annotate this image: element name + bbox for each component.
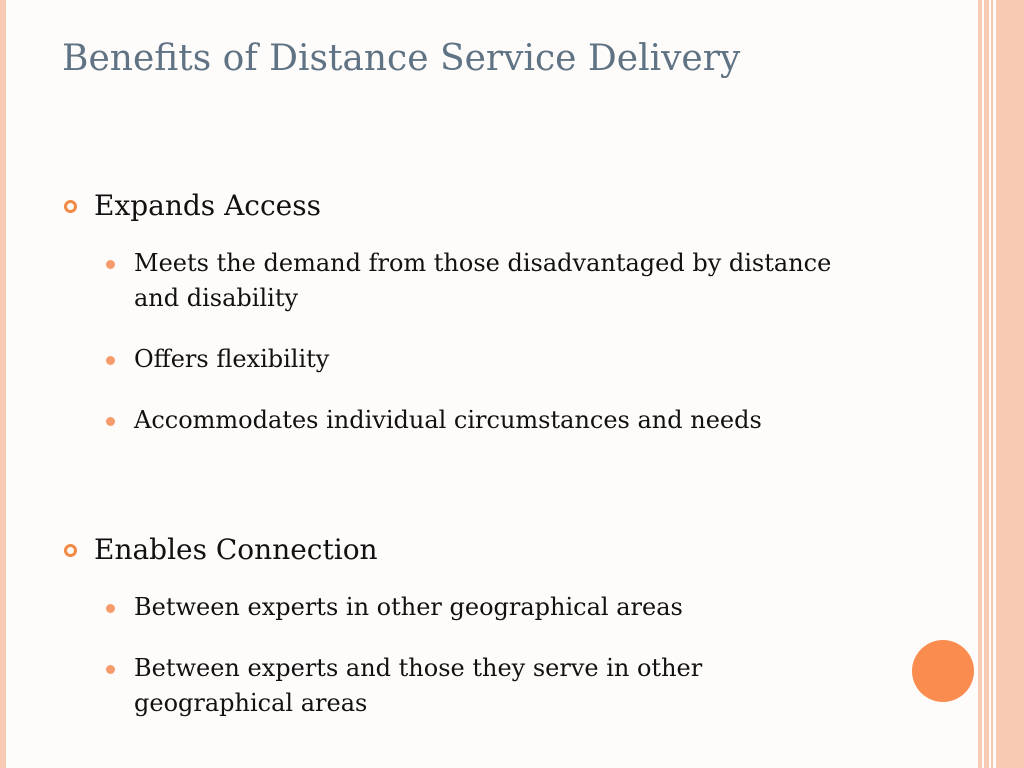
list-item: [62, 651, 834, 721]
right-stripe-decoration: [996, 0, 1024, 768]
bullet-section: [62, 188, 942, 464]
list-item: [62, 342, 834, 377]
list-item: [62, 403, 834, 438]
dot-bullet-icon: [106, 356, 115, 365]
dot-bullet-icon: [106, 604, 115, 613]
right-stripe-decoration: [984, 0, 989, 768]
list-item-text: Accommodates individual circumstances and needs: [134, 406, 762, 434]
bullet-section: [62, 532, 942, 747]
list-item: [62, 590, 834, 625]
section-heading: [62, 188, 942, 224]
dot-bullet-icon: [106, 665, 115, 674]
list-item-text: Between experts and those they serve in other geographical areas: [134, 654, 703, 717]
section-heading: [62, 532, 942, 568]
dot-bullet-icon: [106, 417, 115, 426]
left-stripe-decoration: [0, 0, 6, 768]
ring-bullet-icon: [64, 200, 77, 213]
list-item-text: Meets the demand from those disadvantaged by distance and disability: [134, 249, 832, 312]
list-item-text: Between experts in other geographical areas: [134, 593, 683, 621]
ring-bullet-icon: [64, 544, 77, 557]
right-stripe-decoration: [978, 0, 982, 768]
slide-title: Benefits of Distance Service Delivery: [62, 38, 741, 79]
sub-bullet-list: [62, 246, 942, 438]
sub-bullet-list: [62, 590, 942, 721]
list-item-text: Offers flexibility: [134, 345, 330, 373]
dot-bullet-icon: [106, 260, 115, 269]
section-heading-text: Enables Connection: [94, 533, 378, 566]
right-stripe-decoration: [991, 0, 993, 768]
list-item: [62, 246, 834, 316]
section-heading-text: Expands Access: [94, 189, 321, 222]
